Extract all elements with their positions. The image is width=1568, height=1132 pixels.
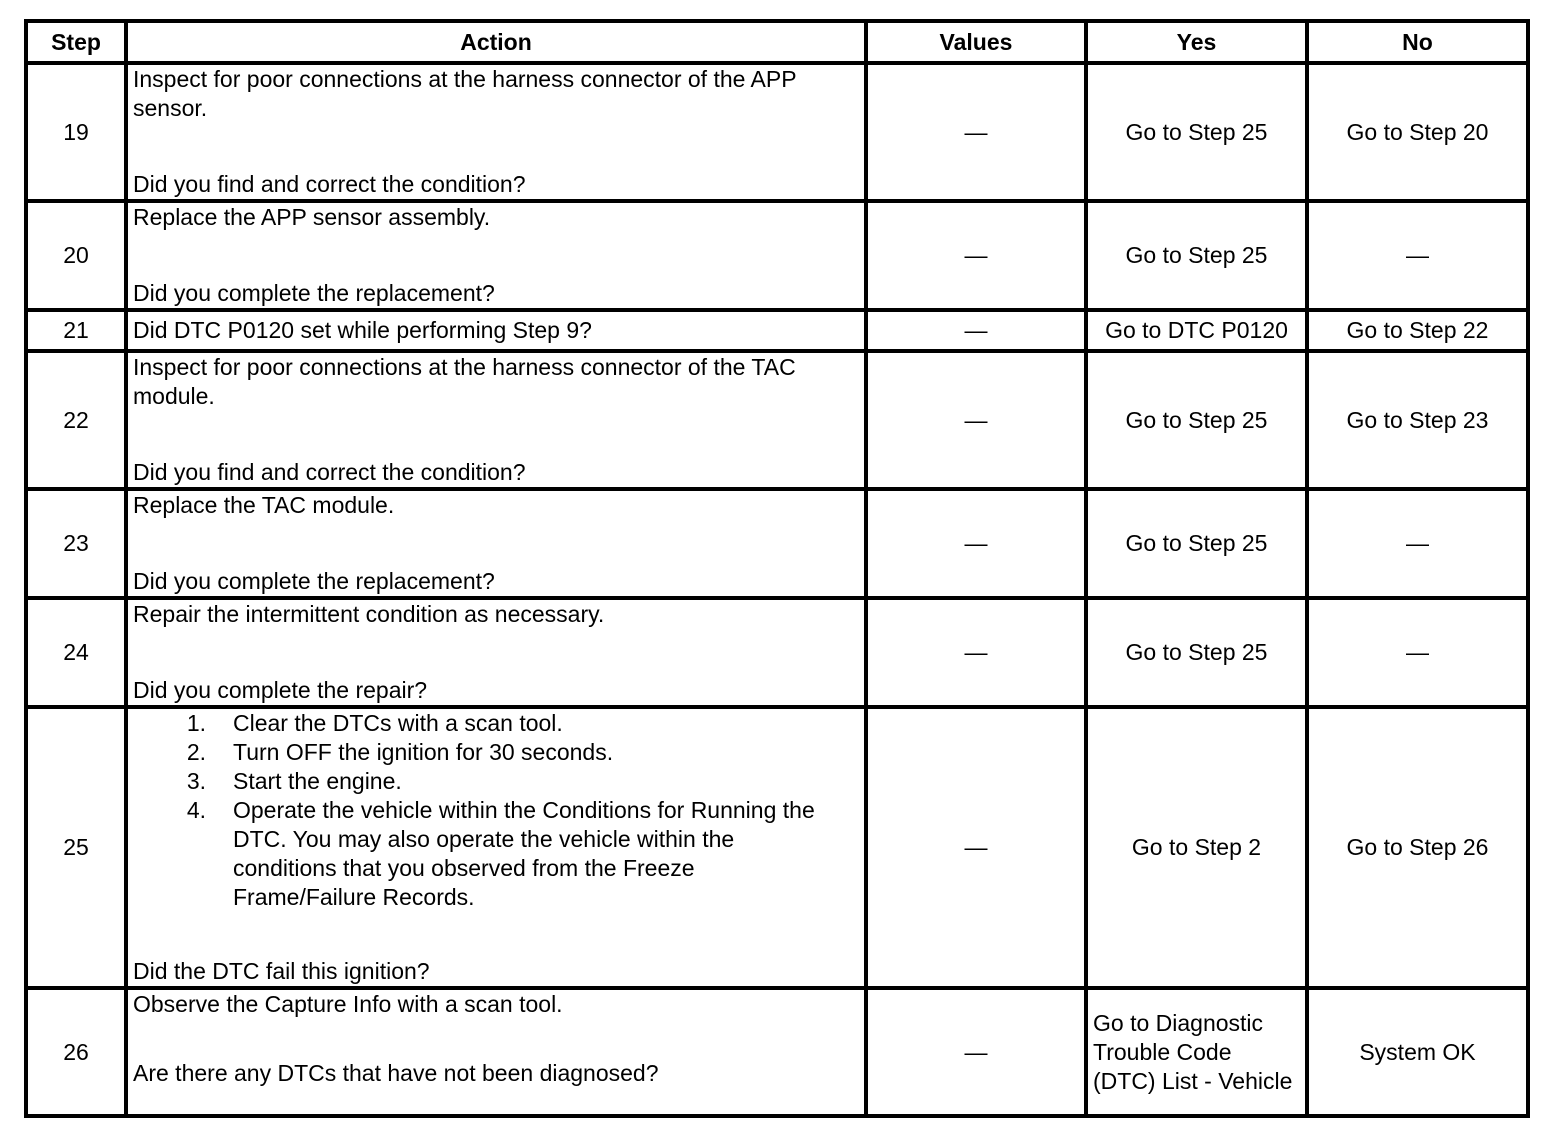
- header-step: Step: [26, 21, 126, 63]
- table-row: [26, 489, 1528, 598]
- action-cell: [126, 201, 866, 310]
- no-cell: Go to Step 20: [1307, 63, 1528, 201]
- substep-text: Operate the vehicle within the Conditions for Running the DTC. You may also operate the vehicle within the conditions that you observed from the Freeze Frame/Failure Records.: [233, 797, 815, 910]
- list-item: [133, 709, 859, 738]
- substep-number: 2.: [186, 739, 206, 765]
- yes-cell: Go to Step 25: [1086, 351, 1307, 489]
- list-item: [133, 738, 859, 767]
- substep-text: Start the engine.: [233, 768, 402, 794]
- substep-list: [133, 709, 859, 912]
- values-cell: —: [866, 988, 1086, 1116]
- values-cell: —: [866, 707, 1086, 988]
- values-cell: —: [866, 489, 1086, 598]
- action-cell: [126, 489, 866, 598]
- action-text: Replace the APP sensor assembly.: [133, 204, 491, 230]
- no-cell: Go to Step 26: [1307, 707, 1528, 988]
- list-item: [133, 796, 859, 912]
- substep-number: 1.: [186, 710, 206, 736]
- header-no: No: [1307, 21, 1528, 63]
- action-cell: [126, 351, 866, 489]
- yes-cell: Go to Step 25: [1086, 489, 1307, 598]
- values-cell: —: [866, 63, 1086, 201]
- action-question: Did you complete the repair?: [133, 677, 428, 703]
- table-row: [26, 598, 1528, 707]
- step-number: 23: [26, 489, 126, 598]
- action-cell: [126, 988, 866, 1116]
- no-cell: System OK: [1307, 988, 1528, 1116]
- action-text: Inspect for poor connections at the harness connector of the APP sensor.: [133, 66, 797, 121]
- values-cell: —: [866, 598, 1086, 707]
- step-number: 26: [26, 988, 126, 1116]
- substep-text: Clear the DTCs with a scan tool.: [233, 710, 563, 736]
- yes-cell: Go to Step 2: [1086, 707, 1307, 988]
- action-question: Did you complete the replacement?: [133, 280, 495, 306]
- action-text: Inspect for poor connections at the harness connector of the TAC module.: [133, 354, 796, 409]
- yes-cell: Go to Step 25: [1086, 201, 1307, 310]
- yes-cell: Go to DTC P0120: [1086, 310, 1307, 351]
- table-row: [26, 310, 1528, 351]
- values-cell: —: [866, 351, 1086, 489]
- action-question: Did DTC P0120 set while performing Step 9?: [126, 310, 866, 351]
- action-question: Did the DTC fail this ignition?: [133, 958, 430, 984]
- step-number: 20: [26, 201, 126, 310]
- action-text: Repair the intermittent condition as necessary.: [133, 601, 605, 627]
- table-row: [26, 63, 1528, 201]
- step-number: 19: [26, 63, 126, 201]
- action-cell: [126, 63, 866, 201]
- no-cell: —: [1307, 201, 1528, 310]
- action-question: Did you find and correct the condition?: [133, 459, 526, 485]
- header-row: [26, 21, 1528, 63]
- substep-number: 3.: [186, 768, 206, 794]
- yes-cell: Go to Diagnostic Trouble Code (DTC) List - Vehicle: [1086, 988, 1307, 1116]
- no-cell: —: [1307, 598, 1528, 707]
- action-text: Observe the Capture Info with a scan tool.: [133, 991, 563, 1017]
- action-cell: [126, 598, 866, 707]
- no-cell: Go to Step 23: [1307, 351, 1528, 489]
- step-number: 25: [26, 707, 126, 988]
- action-question: Did you find and correct the condition?: [133, 171, 526, 197]
- substep-text: Turn OFF the ignition for 30 seconds.: [233, 739, 614, 765]
- no-cell: —: [1307, 489, 1528, 598]
- values-cell: —: [866, 201, 1086, 310]
- step-number: 24: [26, 598, 126, 707]
- action-cell: [126, 707, 866, 988]
- step-number: 21: [26, 310, 126, 351]
- no-cell: Go to Step 22: [1307, 310, 1528, 351]
- step-number: 22: [26, 351, 126, 489]
- action-question: Are there any DTCs that have not been diagnosed?: [133, 1060, 659, 1086]
- values-cell: —: [866, 310, 1086, 351]
- list-item: [133, 767, 859, 796]
- yes-cell: Go to Step 25: [1086, 63, 1307, 201]
- table-row: [26, 988, 1528, 1116]
- action-text: Replace the TAC module.: [133, 492, 395, 518]
- header-values: Values: [866, 21, 1086, 63]
- yes-cell: Go to Step 25: [1086, 598, 1307, 707]
- header-yes: Yes: [1086, 21, 1307, 63]
- header-action: Action: [126, 21, 866, 63]
- table-row: [26, 351, 1528, 489]
- action-question: Did you complete the replacement?: [133, 568, 495, 594]
- table-row: [26, 201, 1528, 310]
- substep-number: 4.: [186, 797, 206, 823]
- table-row: [26, 707, 1528, 988]
- diagnostic-table: [24, 19, 1530, 1118]
